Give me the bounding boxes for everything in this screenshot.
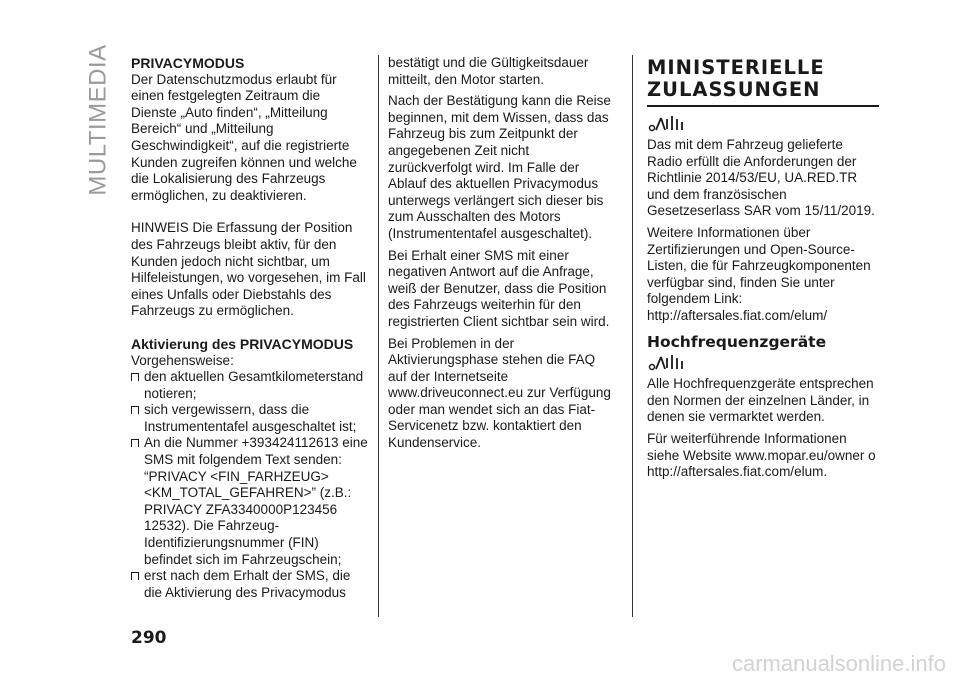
hf-info-text: Für weiterführende Informationen siehe Website www.mopar.eu/owner o http://aftersales.fiat.com/elum.: [647, 430, 876, 480]
column-right: [647, 55, 879, 481]
approvals-title: [647, 57, 879, 101]
wireless-signal-icon: [647, 113, 687, 133]
step-text: An die Nummer +393424112613 eine SMS mit folgendem Text senden: “PRIVACY <FIN_FARHZEUG> <KM_TOTAL_GEFAHREN>” (z.B.: PRIVACY ZFA3340000P123456 12532). Die Fahrzeug-Identifizierungsnummer (FIN) befindet sich im Fahrzeugschein;: [144, 435, 368, 567]
bullet-box-icon: [131, 406, 139, 414]
hf-text: Alle Hochfrequenzgeräte entsprechen den Normen der einzelnen Länder, in denen sie vermarktet werden.: [647, 376, 874, 425]
bullet-box-icon: [131, 373, 139, 381]
privacy-text: Der Datenschutzmodus erlaubt für einen festgelegten Zeitraum die Dienste „Auto finden“, „Mitteilung Bereich“ und „Mitteilung Geschwindigkeit“, auf die registrierte Kunden zugreifen können und welche die Lokalisierung des Fahrzeugs ermöglichen, zu deaktivieren.: [131, 71, 357, 203]
page-number: 290: [131, 628, 167, 648]
approvals-title-line: ZULASSUNGEN: [647, 78, 821, 101]
activation-heading: Aktivierung des PRIVACYMODUS: [131, 335, 354, 352]
column-middle: [388, 55, 616, 452]
note-text: HINWEIS Die Erfassung der Position des Fahrzeugs bleibt aktiv, für den Kunden jedoch nicht sichtbar, um Hilfeleistungen, wo vorgesehen, im Fall eines Unfalls oder Diebstahls des Fahrzeugs zu ermöglichen.: [131, 220, 366, 319]
section-label: MULTIMEDIA: [85, 44, 113, 196]
privacy-heading: PRIVACYMODUS: [131, 55, 245, 71]
column-left: [131, 55, 369, 601]
step-item: [131, 568, 369, 601]
step-text: sich vergewissern, dass die Instrumententafel ausgeschaltet ist;: [144, 402, 357, 434]
activation-intro: Vorgehensweise:: [131, 352, 234, 368]
approvals-text: Das mit dem Fahrzeug gelieferte Radio erfüllt die Anforderungen der Richtlinie 2014/53/EU, UA.RED.TR und dem französischen Gesetzeserlass SAR vom 15/11/2019.: [647, 137, 875, 219]
watermark: carmanualsonline.info: [731, 651, 946, 676]
step-text: erst nach dem Erhalt der SMS, die die Aktivierung des Privacymodus: [144, 568, 351, 600]
hf-title: Hochfrequenzgeräte: [647, 332, 827, 351]
column-divider: [632, 55, 633, 617]
approvals-title-line: MINISTERIELLE: [647, 56, 825, 79]
step-item: [131, 402, 369, 435]
column-divider: [378, 55, 379, 617]
step-item: [131, 369, 369, 402]
confirm-text: bestätigt und die Gültigkeitsdauer mitteilt, den Motor starten.: [388, 55, 589, 87]
approvals-info-text: Weitere Informationen über Zertifizierungen und Open-Source-Listen, die für Fahrzeugkomponenten verfügbar sind, finden Sie unter folgendem Link: http://aftersales.fiat.com/elum/: [647, 224, 871, 323]
wireless-signal-icon: [647, 352, 687, 372]
step-item: [131, 435, 369, 568]
section-tab: [79, 44, 119, 196]
step-text: den aktuellen Gesamtkilometerstand notieren;: [144, 369, 364, 401]
bullet-box-icon: [131, 572, 139, 580]
bullet-box-icon: [131, 439, 139, 447]
negative-reply-text: Bei Erhalt einer SMS mit einer negativen Antwort auf die Anfrage, weiß der Benutzer, dass die Position des Fahrzeugs weiterhin für den registrierten Client sichtbar sein wird.: [388, 247, 610, 329]
support-text: Bei Problemen in der Aktivierungsphase stehen die FAQ auf der Internetseite www.driveuconnect.eu zur Verfügung oder man wendet sich an das Fiat-Servicenetz bzw. kontaktiert den Kundenservice.: [388, 335, 611, 451]
trip-text: Nach der Bestätigung kann die Reise beginnen, mit dem Wissen, dass das Fahrzeug bis zum Zeitpunkt der angegebenen Zeit nicht zurückverfolgt wird. Im Falle der Ablauf des aktuellen Privacymodus unterwegs verlängert sich dieser bis zum Ausschalten des Motors (Instrumententafel ausgeschaltet).: [388, 93, 611, 241]
title-rule: [647, 105, 879, 107]
